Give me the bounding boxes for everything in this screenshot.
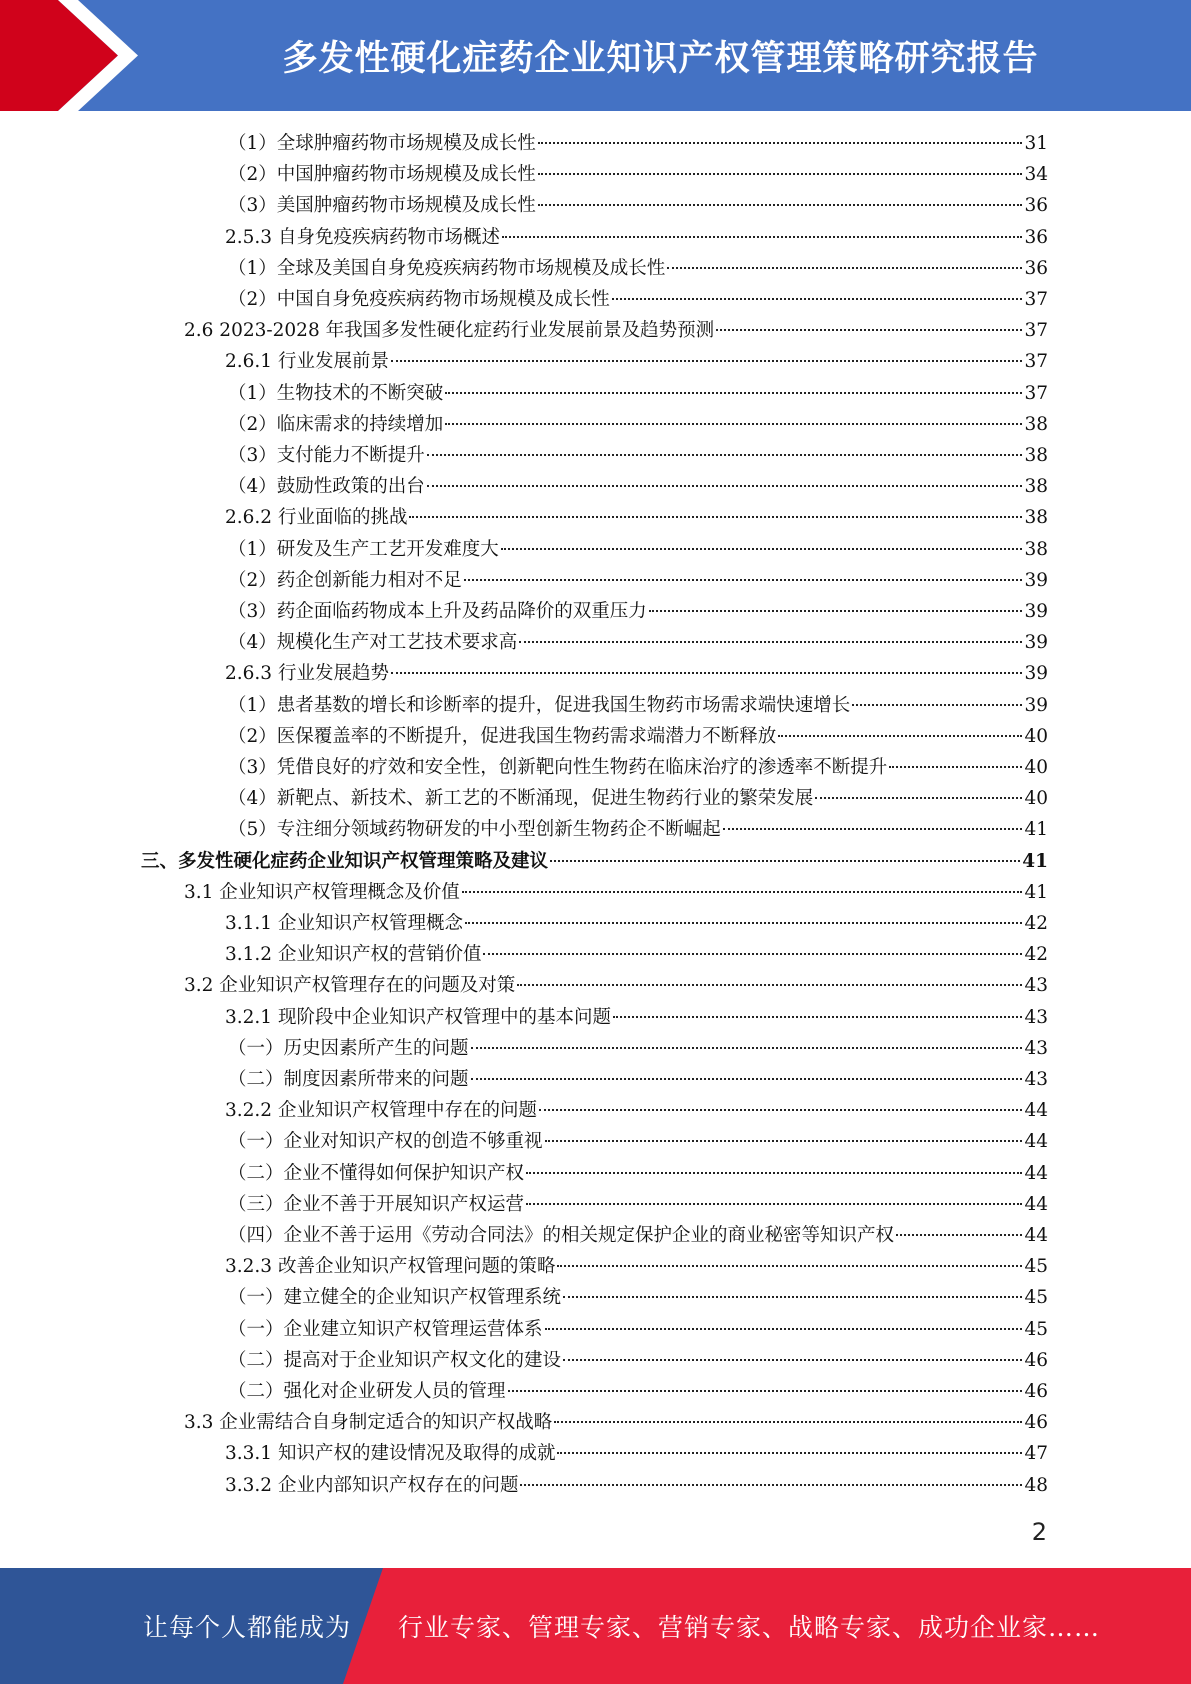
toc-entry-title: 3.2.1 现阶段中企业知识产权管理中的基本问题 [225, 1007, 611, 1028]
toc-entry[interactable] [228, 378, 1048, 409]
toc-leader-dots [815, 797, 1022, 799]
toc-entry-page: 37 [1024, 383, 1048, 404]
toc-leader-dots [508, 1390, 1023, 1392]
toc-entry-page: 36 [1024, 227, 1048, 248]
toc-leader-dots [613, 1016, 1022, 1018]
toc-leader-dots [445, 392, 1022, 394]
toc-entry-title: 2.6.2 行业面临的挑战 [225, 507, 408, 528]
toc-entry-title: （1）全球肿瘤药物市场规模及成长性 [228, 133, 536, 154]
toc-leader-dots [852, 704, 1022, 706]
toc-entry-page: 44 [1024, 1163, 1048, 1184]
toc-entry[interactable] [228, 253, 1048, 284]
toc-entry-page: 38 [1024, 476, 1048, 497]
toc-entry-page: 38 [1024, 414, 1048, 435]
toc-entry-page: 39 [1024, 632, 1048, 653]
toc-entry[interactable] [228, 1220, 1048, 1251]
toc-entry-title: （1）患者基数的增长和诊断率的提升，促进我国生物药市场需求端快速增长 [228, 695, 851, 716]
toc-entry-page: 41 [1024, 819, 1048, 840]
toc-entry-page: 37 [1024, 351, 1048, 372]
toc-entry-page: 39 [1024, 663, 1048, 684]
footer-slogan-left: 让每个人都能成为 [143, 1613, 352, 1642]
toc-leader-dots [563, 1359, 1022, 1361]
toc-entry-title: 3.3 企业需结合自身制定适合的知识产权战略 [184, 1412, 553, 1433]
toc-entry-page: 38 [1024, 507, 1048, 528]
toc-entry-page: 43 [1024, 975, 1048, 996]
toc-leader-dots [517, 984, 1022, 986]
toc-entry-title: 三、多发性硬化症药企业知识产权管理策略及建议 [141, 851, 549, 872]
toc-entry[interactable] [228, 128, 1048, 159]
toc-entry[interactable] [228, 284, 1048, 315]
toc-entry[interactable] [228, 1158, 1048, 1189]
toc-leader-dots [538, 173, 1023, 175]
toc-entry[interactable] [141, 846, 1048, 877]
toc-entry[interactable] [228, 627, 1048, 658]
toc-leader-dots [409, 516, 1022, 518]
toc-entry-page: 38 [1024, 539, 1048, 560]
toc-entry-page: 46 [1024, 1412, 1048, 1433]
toc-entry[interactable] [228, 440, 1048, 471]
toc-entry-title: （2）中国肿瘤药物市场规模及成长性 [228, 164, 536, 185]
toc-entry-page: 45 [1024, 1319, 1048, 1340]
toc-entry[interactable] [184, 877, 1048, 908]
toc-entry[interactable] [225, 1002, 1048, 1033]
toc-entry[interactable] [228, 1282, 1048, 1313]
toc-entry[interactable] [225, 346, 1048, 377]
toc-entry-page: 45 [1024, 1256, 1048, 1277]
toc-entry-page: 44 [1024, 1194, 1048, 1215]
toc-entry[interactable] [228, 596, 1048, 627]
toc-leader-dots [471, 1078, 1023, 1080]
toc-entry[interactable] [228, 1126, 1048, 1157]
toc-entry-page: 43 [1024, 1069, 1048, 1090]
page-number: 2 [1031, 1518, 1047, 1546]
toc-entry-title: （三）企业不善于开展知识产权运营 [228, 1194, 525, 1215]
toc-entry[interactable] [225, 908, 1048, 939]
footer-slogan-right: 行业专家、管理专家、营销专家、战略专家、成功企业家…… [398, 1613, 1101, 1642]
toc-leader-dots [526, 1203, 1022, 1205]
toc-entry[interactable] [228, 721, 1048, 752]
toc-leader-dots [716, 329, 1022, 331]
toc-entry-page: 44 [1024, 1225, 1048, 1246]
toc-leader-dots [502, 236, 1022, 238]
toc-leader-dots [526, 1172, 1022, 1174]
toc-entry-title: （2）医保覆盖率的不断提升，促进我国生物药需求端潜力不断释放 [228, 726, 777, 747]
toc-entry[interactable] [228, 1064, 1048, 1095]
toc-entry-title: 3.3.2 企业内部知识产权存在的问题 [225, 1475, 519, 1496]
toc-leader-dots [501, 548, 1023, 550]
toc-entry-page: 44 [1024, 1131, 1048, 1152]
toc-entry-page: 39 [1024, 570, 1048, 591]
toc-entry-title: （4）鼓励性政策的出台 [228, 476, 425, 497]
toc-leader-dots [563, 1296, 1022, 1298]
toc-entry-title: （2）药企创新能力相对不足 [228, 570, 462, 591]
toc-leader-dots [545, 1140, 1023, 1142]
toc-entry-title: （二）强化对企业研发人员的管理 [228, 1381, 506, 1402]
toc-leader-dots [464, 579, 1023, 581]
toc-entry-title: （1）全球及美国自身免疫疾病药物市场规模及成长性 [228, 258, 666, 279]
toc-entry[interactable] [228, 1376, 1048, 1407]
toc-entry-title: （二）制度因素所带来的问题 [228, 1069, 469, 1090]
toc-entry-page: 38 [1024, 445, 1048, 466]
page-footer [0, 1568, 1191, 1684]
toc-entry-page: 42 [1024, 913, 1048, 934]
toc-entry-title: （二）企业不懂得如何保护知识产权 [228, 1163, 525, 1184]
toc-entry-page: 40 [1024, 757, 1048, 778]
toc-leader-dots [465, 922, 1022, 924]
toc-entry[interactable] [184, 1407, 1048, 1438]
toc-leader-dots [896, 1234, 1022, 1236]
toc-entry-title: （1）研发及生产工艺开发难度大 [228, 539, 499, 560]
toc-entry[interactable] [228, 1033, 1048, 1064]
toc-entry-page: 41 [1024, 882, 1048, 903]
toc-leader-dots [462, 891, 1023, 893]
toc-entry[interactable] [225, 1470, 1048, 1501]
toc-entry-title: 2.6 2023-2028 年我国多发性硬化症药行业发展前景及趋势预测 [184, 320, 715, 341]
toc-leader-dots [723, 828, 1023, 830]
toc-entry[interactable] [228, 409, 1048, 440]
toc-entry-title: （一）企业对知识产权的创造不够重视 [228, 1131, 543, 1152]
toc-entry[interactable] [228, 190, 1048, 221]
toc-entry-page: 48 [1024, 1475, 1048, 1496]
toc-entry-title: （2）临床需求的持续增加 [228, 414, 444, 435]
toc-leader-dots [667, 267, 1022, 269]
toc-entry-title: （4）规模化生产对工艺技术要求高 [228, 632, 518, 653]
toc-leader-dots [471, 1047, 1023, 1049]
toc-entry-title: 3.3.1 知识产权的建设情况及取得的成就 [225, 1443, 556, 1464]
toc-entry-title: （一）建立健全的企业知识产权管理系统 [228, 1287, 562, 1308]
header-chevron-graphic [0, 0, 160, 111]
toc-entry-title: （1）生物技术的不断突破 [228, 383, 444, 404]
toc-entry[interactable] [184, 970, 1048, 1001]
toc-leader-dots [391, 672, 1022, 674]
toc-leader-dots [538, 142, 1023, 144]
toc-entry[interactable] [225, 939, 1048, 970]
toc-leader-dots [612, 298, 1023, 300]
toc-entry-title: 2.5.3 自身免疫疾病药物市场概述 [225, 227, 500, 248]
toc-entry[interactable] [228, 752, 1048, 783]
page-header [0, 0, 1191, 111]
toc-entry-page: 39 [1024, 695, 1048, 716]
toc-entry-title: 2.6.3 行业发展趋势 [225, 663, 389, 684]
toc-entry-title: 3.1.1 企业知识产权管理概念 [225, 913, 463, 934]
toc-entry-title: （5）专注细分领域药物研发的中小型创新生物药企不断崛起 [228, 819, 721, 840]
toc-entry-title: 2.6.1 行业发展前景 [225, 351, 389, 372]
toc-entry-title: （3）药企面临药物成本上升及药品降价的双重压力 [228, 601, 647, 622]
toc-entry[interactable] [225, 502, 1048, 533]
toc-entry-title: （四）企业不善于运用《劳动合同法》的相关规定保护企业的商业秘密等知识产权 [228, 1225, 895, 1246]
toc-leader-dots [778, 735, 1022, 737]
toc-entry-title: 3.1 企业知识产权管理概念及价值 [184, 882, 460, 903]
toc-entry-title: 3.2.2 企业知识产权管理中存在的问题 [225, 1100, 537, 1121]
toc-leader-dots [520, 1484, 1022, 1486]
toc-entry[interactable] [225, 222, 1048, 253]
toc-leader-dots [538, 204, 1023, 206]
toc-leader-dots [519, 641, 1022, 643]
toc-entry-page: 37 [1024, 320, 1048, 341]
report-title: 多发性硬化症药企业知识产权管理策略研究报告 [282, 38, 1039, 79]
toc-entry-title: （3）凭借良好的疗效和安全性，创新靶向性生物药在临床治疗的渗透率不断提升 [228, 757, 888, 778]
toc-entry[interactable] [228, 471, 1048, 502]
toc-entry-title: 3.1.2 企业知识产权的营销价值 [225, 944, 482, 965]
toc-entry[interactable] [228, 1189, 1048, 1220]
toc-leader-dots [557, 1452, 1022, 1454]
toc-entry-page: 36 [1024, 258, 1048, 279]
toc-entry[interactable] [228, 565, 1048, 596]
toc-leader-dots [483, 953, 1022, 955]
toc-entry-page: 44 [1024, 1100, 1048, 1121]
toc-entry[interactable] [228, 814, 1048, 845]
toc-entry-title: 3.2.3 改善企业知识产权管理问题的策略 [225, 1256, 556, 1277]
toc-entry[interactable] [225, 1251, 1048, 1282]
toc-entry-title: （一）历史因素所产生的问题 [228, 1038, 469, 1059]
toc-entry[interactable] [228, 1345, 1048, 1376]
toc-leader-dots [445, 423, 1022, 425]
toc-entry[interactable] [225, 1095, 1048, 1126]
toc-entry[interactable] [228, 534, 1048, 565]
toc-entry-page: 41 [1022, 851, 1048, 872]
toc-leader-dots [889, 766, 1022, 768]
toc-entry[interactable] [184, 315, 1048, 346]
toc-entry-page: 43 [1024, 1038, 1048, 1059]
toc-entry-title: （3）支付能力不断提升 [228, 445, 425, 466]
toc-leader-dots [545, 1328, 1023, 1330]
toc-entry-page: 40 [1024, 788, 1048, 809]
toc-entry-title: （2）中国自身免疫疾病药物市场规模及成长性 [228, 289, 610, 310]
toc-entry[interactable] [228, 690, 1048, 721]
toc-entry[interactable] [228, 783, 1048, 814]
toc-entry-page: 46 [1024, 1381, 1048, 1402]
toc-entry-page: 47 [1024, 1443, 1048, 1464]
toc-entry-page: 46 [1024, 1350, 1048, 1371]
toc-entry-title: （3）美国肿瘤药物市场规模及成长性 [228, 195, 536, 216]
toc-entry-title: （二）提高对于企业知识产权文化的建设 [228, 1350, 562, 1371]
toc-entry-page: 45 [1024, 1287, 1048, 1308]
toc-entry-title: （一）企业建立知识产权管理运营体系 [228, 1319, 543, 1340]
toc-entry-page: 36 [1024, 195, 1048, 216]
toc-entry-page: 31 [1024, 133, 1048, 154]
toc-entry-page: 39 [1024, 601, 1048, 622]
toc-entry[interactable] [225, 1438, 1048, 1469]
toc-entry-page: 42 [1024, 944, 1048, 965]
toc-leader-dots [550, 860, 1020, 862]
toc-entry-page: 40 [1024, 726, 1048, 747]
toc-entry[interactable] [228, 159, 1048, 190]
toc-leader-dots [391, 360, 1022, 362]
toc-entry-page: 34 [1024, 164, 1048, 185]
toc-entry-page: 43 [1024, 1007, 1048, 1028]
toc-entry-title: 3.2 企业知识产权管理存在的问题及对策 [184, 975, 516, 996]
toc-entry[interactable] [225, 658, 1048, 689]
toc-leader-dots [649, 610, 1023, 612]
toc-leader-dots [539, 1109, 1022, 1111]
toc-leader-dots [427, 485, 1023, 487]
toc-leader-dots [427, 454, 1023, 456]
toc-entry[interactable] [228, 1314, 1048, 1345]
toc-leader-dots [557, 1265, 1022, 1267]
toc-leader-dots [554, 1421, 1022, 1423]
toc-entry-title: （4）新靶点、新技术、新工艺的不断涌现，促进生物药行业的繁荣发展 [228, 788, 814, 809]
toc-entry-page: 37 [1024, 289, 1048, 310]
